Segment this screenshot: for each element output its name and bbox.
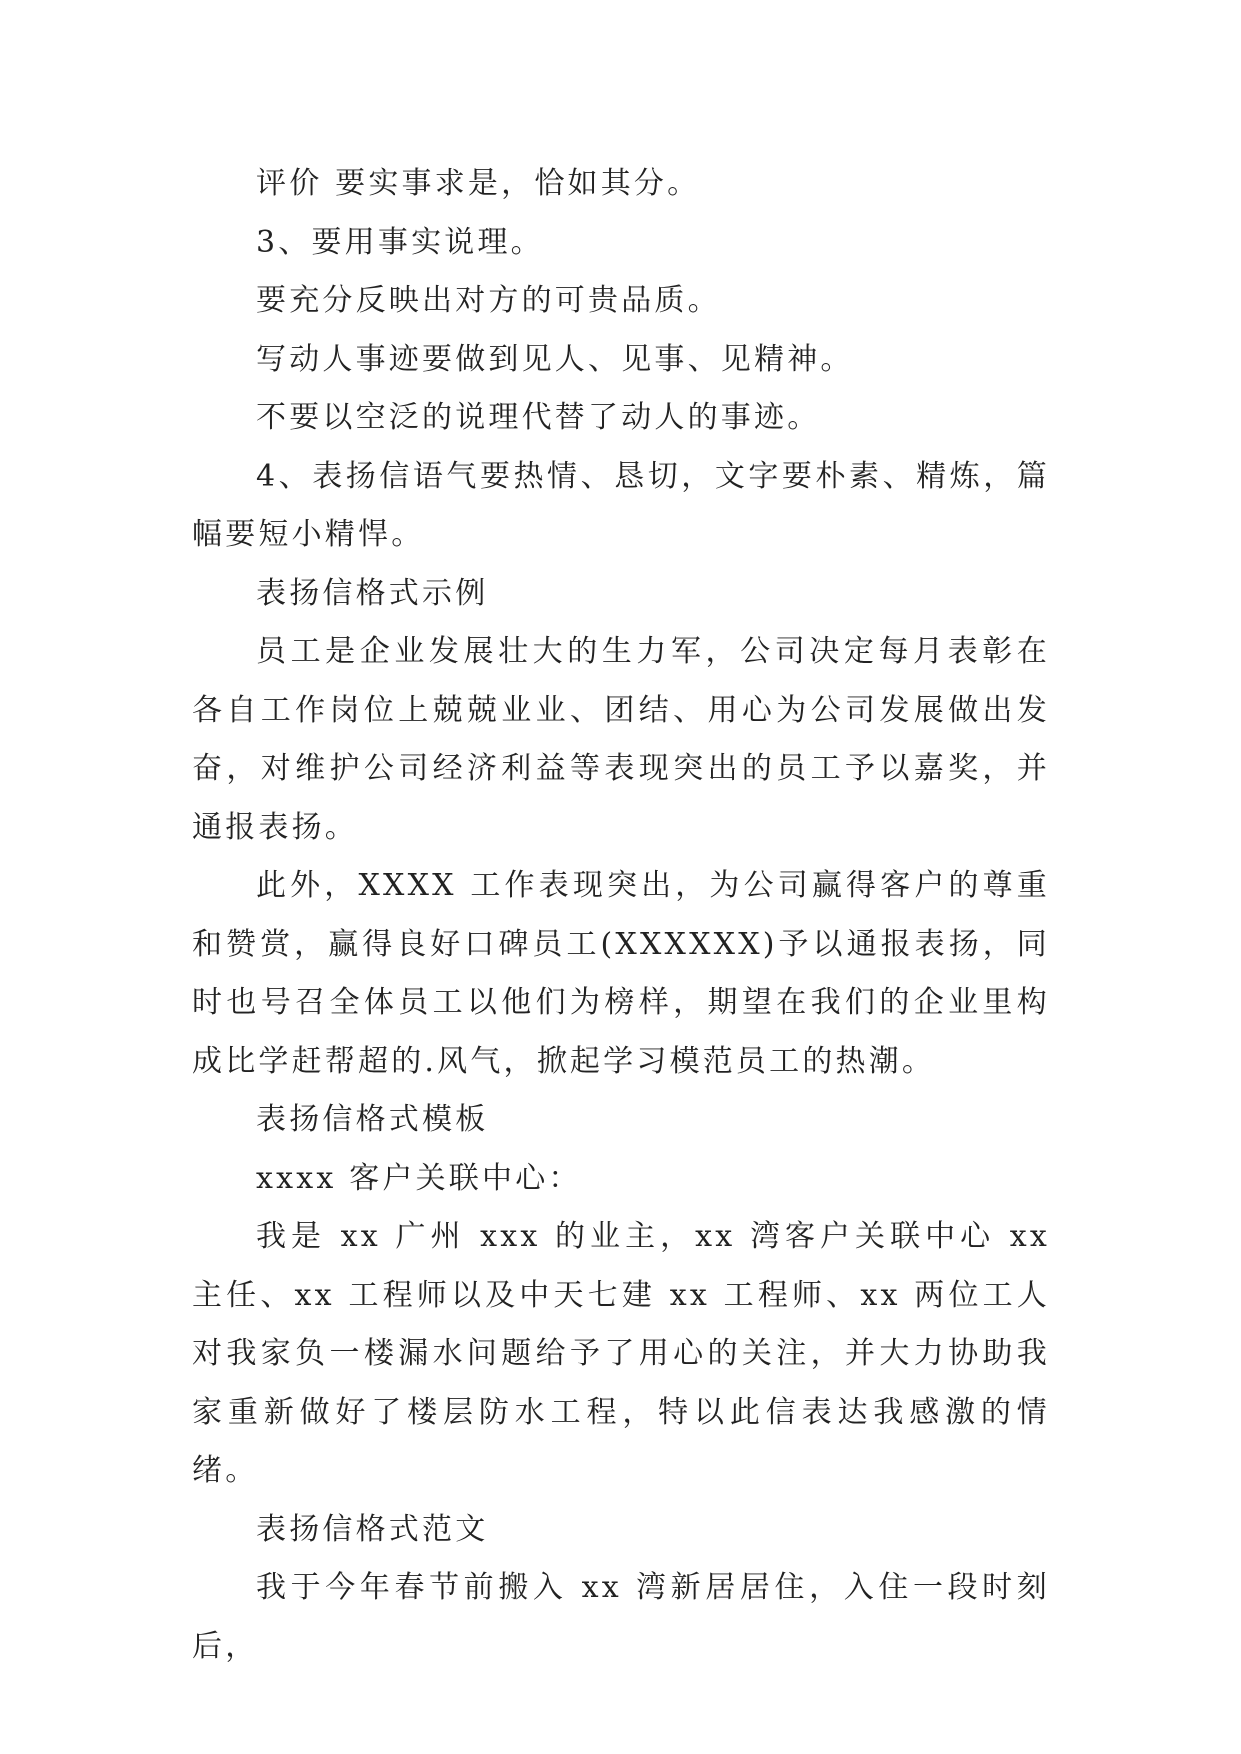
salutation: xxxx 客户关联中心： bbox=[256, 1160, 582, 1196]
paragraph-no-empty-reasoning: 不要以空泛的说理代替了动人的事迹。 bbox=[256, 400, 821, 435]
paragraph-moved-in: 我于今年春节前搬入 xx 湾新居居住，入住一段时刻后， bbox=[192, 1570, 1050, 1664]
heading-format-sample: 表扬信格式范文 bbox=[256, 1511, 489, 1547]
heading-format-example: 表扬信格式示例 bbox=[256, 575, 489, 611]
document-body bbox=[192, 155, 1050, 1676]
paragraph-evaluation: 评价 要实事求是，恰如其分。 bbox=[256, 166, 701, 201]
paragraph-point-3: 3、要用事实说理。 bbox=[256, 224, 544, 260]
paragraph-additionally: 此外，XXXX 工作表现突出，为公司赢得客户的尊重和赞赏，赢得良好口碑员工(XXXXXX)予以通报表扬，同时也号召全体员工以他们为榜样，期望在我们的企业里构成比学赶帮超的.风气，掀起学习模范员工的热潮。 bbox=[192, 868, 1050, 1079]
paragraph-point-4: 4、表扬信语气要热情、恳切，文字要朴素、精炼，篇幅要短小精悍。 bbox=[192, 458, 1050, 552]
paragraph-deeds: 写动人事迹要做到见人、见事、见精神。 bbox=[256, 341, 854, 377]
heading-format-template: 表扬信格式模板 bbox=[256, 1102, 489, 1137]
paragraph-employees: 员工是企业发展壮大的生力军，公司决定每月表彰在各自工作岗位上兢兢业业、团结、用心为公司发展做出发奋，对维护公司经济利益等表现突出的员工予以嘉奖，并通报表扬。 bbox=[192, 634, 1050, 845]
paragraph-owner: 我是 xx 广州 xxx 的业主，xx 湾客户关联中心 xx 主任、xx 工程师以及中天七建 xx 工程师、xx 两位工人对我家负一楼漏水问题给予了用心的关注，并大力协助我家重新做好了楼层防水工程，特以此信表达我感激的情绪。 bbox=[192, 1219, 1050, 1488]
paragraph-qualities: 要充分反映出对方的可贵品质。 bbox=[256, 283, 721, 318]
